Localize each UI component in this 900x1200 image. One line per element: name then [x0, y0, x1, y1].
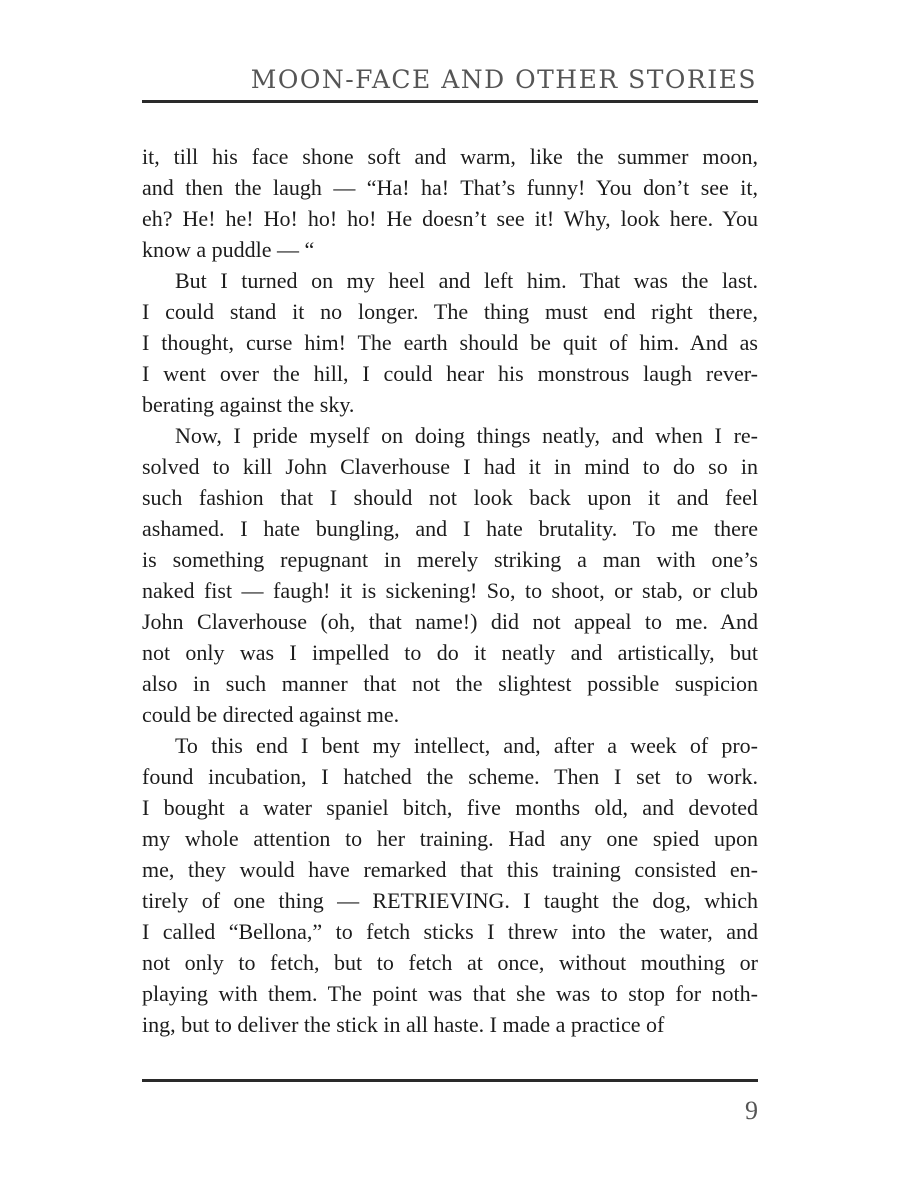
- page-number: 9: [745, 1096, 758, 1125]
- text-line: berating against the sky.: [142, 392, 355, 417]
- text-line: To this end I bent my intellect, and, after a week of pro-: [175, 733, 758, 758]
- text-line: solved to kill John Claverhouse I had it in mind to do so in: [142, 454, 758, 479]
- running-head: MOON-FACE AND OTHER STORIES: [250, 65, 757, 94]
- text-line: John Claverhouse (oh, that name!) did not appeal to me. And: [142, 609, 758, 634]
- text-line: I went over the hill, I could hear his monstrous laugh rever-: [142, 361, 758, 386]
- text-line: not only was I impelled to do it neatly and artistically, but: [142, 640, 758, 665]
- text-line: tirely of one thing — RETRIEVING. I taught the dog, which: [142, 888, 758, 913]
- text-line: playing with them. The point was that she was to stop for noth-: [142, 981, 758, 1006]
- text-line: also in such manner that not the slightest possible suspicion: [142, 671, 758, 696]
- text-line: found incubation, I hatched the scheme. Then I set to work.: [142, 764, 758, 789]
- text-line: I could stand it no longer. The thing must end right there,: [142, 299, 758, 324]
- paragraph: [142, 420, 758, 730]
- paragraph: [142, 265, 758, 420]
- text-line: But I turned on my heel and left him. That was the last.: [175, 268, 758, 293]
- text-line: I thought, curse him! The earth should be quit of him. And as: [142, 330, 758, 355]
- header-rule: [142, 100, 758, 103]
- text-line: is something repugnant in merely striking a man with one’s: [142, 547, 758, 572]
- footer-rule: [142, 1079, 758, 1082]
- text-line: know a puddle — “: [142, 237, 315, 262]
- paragraph: [142, 730, 758, 1040]
- text-line: eh? He! he! Ho! ho! ho! He doesn’t see it! Why, look here. You: [142, 206, 758, 231]
- text-line: it, till his face shone soft and warm, like the summer moon,: [142, 144, 758, 169]
- text-line: such fashion that I should not look back upon it and feel: [142, 485, 758, 510]
- text-line: could be directed against me.: [142, 702, 400, 727]
- text-line: ing, but to deliver the stick in all haste. I made a practice of: [142, 1012, 665, 1037]
- text-line: my whole attention to her training. Had any one spied upon: [142, 826, 758, 851]
- body-text: [142, 141, 758, 1040]
- text-line: and then the laugh — “Ha! ha! That’s funny! You don’t see it,: [142, 175, 758, 200]
- text-line: naked fist — faugh! it is sickening! So, to shoot, or stab, or club: [142, 578, 758, 603]
- paragraph: [142, 141, 758, 265]
- text-line: I called “Bellona,” to fetch sticks I threw into the water, and: [142, 919, 758, 944]
- text-line: ashamed. I hate bungling, and I hate brutality. To me there: [142, 516, 758, 541]
- text-line: not only to fetch, but to fetch at once, without mouthing or: [142, 950, 758, 975]
- text-line: I bought a water spaniel bitch, five months old, and devoted: [142, 795, 758, 820]
- text-line: Now, I pride myself on doing things neatly, and when I re-: [175, 423, 758, 448]
- text-line: me, they would have remarked that this training consisted en-: [142, 857, 758, 882]
